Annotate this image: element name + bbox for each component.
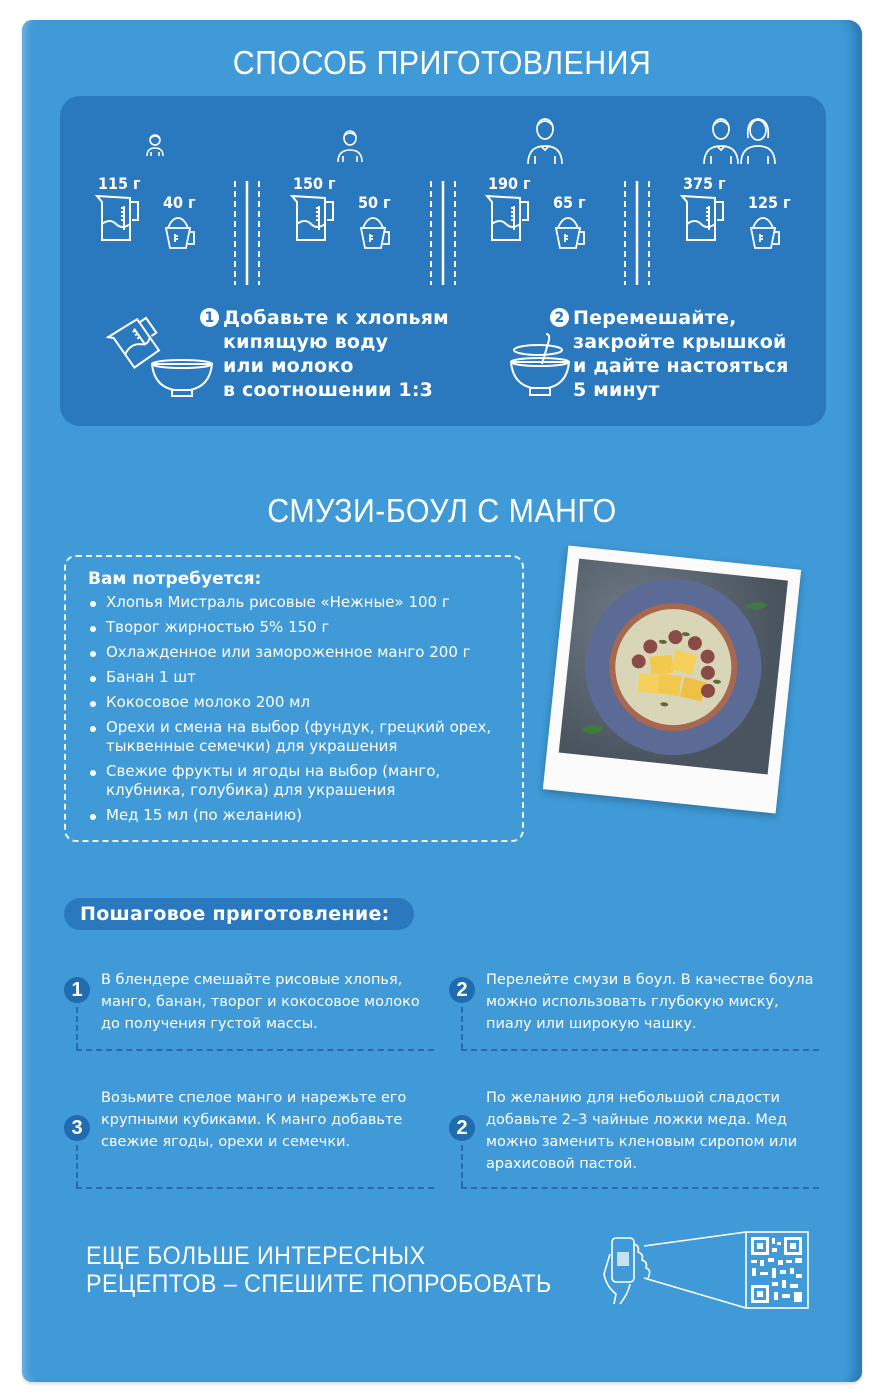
phone-in-hand-icon (604, 1238, 650, 1304)
flakes-scoop-icon (747, 214, 781, 250)
flakes-amount: 125 г (748, 193, 791, 212)
step-badge: 3 (64, 1115, 90, 1141)
promo-text (86, 1242, 552, 1298)
ingredients-title: Вам потребуется: (88, 569, 262, 589)
step-dashed-line (76, 1145, 78, 1187)
step-text-line: Добавьте к хлопьям (223, 307, 449, 329)
flakes-scoop-icon (357, 214, 391, 250)
promo-line-2: РЕЦЕПТОВ – СПЕШИТЕ ПОПРОБОВАТЬ (86, 1270, 552, 1298)
flakes-amount: 40 г (163, 193, 196, 212)
package-back (22, 20, 862, 1382)
method-step-2 (550, 306, 789, 402)
method-panel (60, 96, 826, 426)
ingredient-item: Орехи и смена на выбор (фундук, грецкий орех, тыквенные семечки) для украшения (88, 718, 506, 756)
portion-3 (450, 96, 640, 286)
step-text-line: или молоко (223, 355, 354, 377)
portion-2 (255, 96, 445, 286)
flakes-amount: 65 г (553, 193, 586, 212)
measuring-jug-icon (679, 194, 729, 244)
promo-line-1: ЕЩЕ БОЛЬШЕ ИНТЕРЕСНЫХ (86, 1242, 426, 1270)
measuring-jug-icon (484, 194, 534, 244)
water-amount: 190 г (488, 174, 531, 193)
step-text-line: 5 минут (573, 379, 660, 401)
step-text-line: закройте крышкой (573, 331, 787, 353)
measuring-jug-icon (289, 194, 339, 244)
ingredient-item: Охлажденное или замороженное манго 200 г (88, 643, 506, 662)
step-badge: 1 (64, 977, 90, 1003)
step-text: Перелейте смузи в боул. В качестве боула можно использовать глубокую миску, пиалу или широкую чашку. (486, 972, 814, 1032)
ingredient-item: Хлопья Мистраль рисовые «Нежные» 100 г (88, 593, 506, 612)
smoothie-bowl-photo (543, 545, 801, 813)
water-amount: 375 г (683, 174, 726, 193)
step-text: По желанию для небольшой сладости добавьте 2–3 чайные ложки меда. Мед можно заменить кленовым сиропом или арахисовой пастой. (486, 1090, 798, 1172)
ingredient-item: Мед 15 мл (по желанию) (88, 806, 506, 825)
man-icon (450, 116, 640, 166)
portion-1 (60, 96, 250, 286)
ingredient-item: Свежие фрукты и ягоды на выбор (манго, клубника, голубика) для украшения (88, 762, 506, 800)
scan-qr-graphic (600, 1230, 810, 1310)
step-dashed-line (461, 1187, 819, 1189)
ingredients-box (64, 555, 524, 842)
child-icon (60, 116, 250, 164)
step-text-line: и дайте настояться (573, 355, 789, 377)
step-dashed-line (461, 1049, 819, 1051)
flakes-amount: 50 г (358, 193, 391, 212)
step-dashed-line (461, 1145, 463, 1187)
step-dashed-line (461, 1007, 463, 1049)
recipe-title: СМУЗИ-БОУЛ С МАНГО (267, 492, 617, 529)
step-dashed-line (76, 1007, 78, 1049)
qr-code-icon (751, 1237, 802, 1303)
ingredient-item: Кокосовое молоко 200 мл (88, 693, 506, 712)
portion-4 (645, 96, 835, 286)
step-text: Возьмите спелое манго и нарежьте его крупными кубиками. К манго добавьте свежие ягоды, орехи и семечки. (101, 1090, 407, 1150)
steps-title: Пошаговое приготовление: (64, 898, 414, 930)
step-text-line: кипящую воду (223, 331, 389, 353)
step-number: 1 (200, 308, 219, 327)
water-amount: 115 г (98, 174, 141, 193)
step-text-line: в соотношении 1:3 (223, 379, 434, 401)
ingredients-list (88, 593, 506, 825)
step-text-line: Перемешайте, (573, 307, 737, 329)
flakes-scoop-icon (552, 214, 586, 250)
photo-image (559, 559, 788, 775)
water-amount: 150 г (293, 174, 336, 193)
step-dashed-line (76, 1049, 434, 1051)
step-number: 2 (550, 308, 569, 327)
measuring-jug-icon (94, 194, 144, 244)
step-badge: 2 (449, 1115, 475, 1141)
couple-icon (645, 116, 835, 166)
flakes-scoop-icon (162, 214, 196, 250)
ingredient-item: Банан 1 шт (88, 668, 506, 687)
step-dashed-line (76, 1187, 434, 1189)
method-title: СПОСОБ ПРИГОТОВЛЕНИЯ (232, 44, 652, 81)
boy-icon (255, 116, 445, 164)
step-badge: 2 (449, 977, 475, 1003)
step-text: В блендере смешайте рисовые хлопья, манго, банан, творог и кокосовое молоко до получения густой массы. (101, 972, 420, 1032)
method-step-1 (200, 306, 449, 402)
ingredient-item: Творог жирностью 5% 150 г (88, 618, 506, 637)
